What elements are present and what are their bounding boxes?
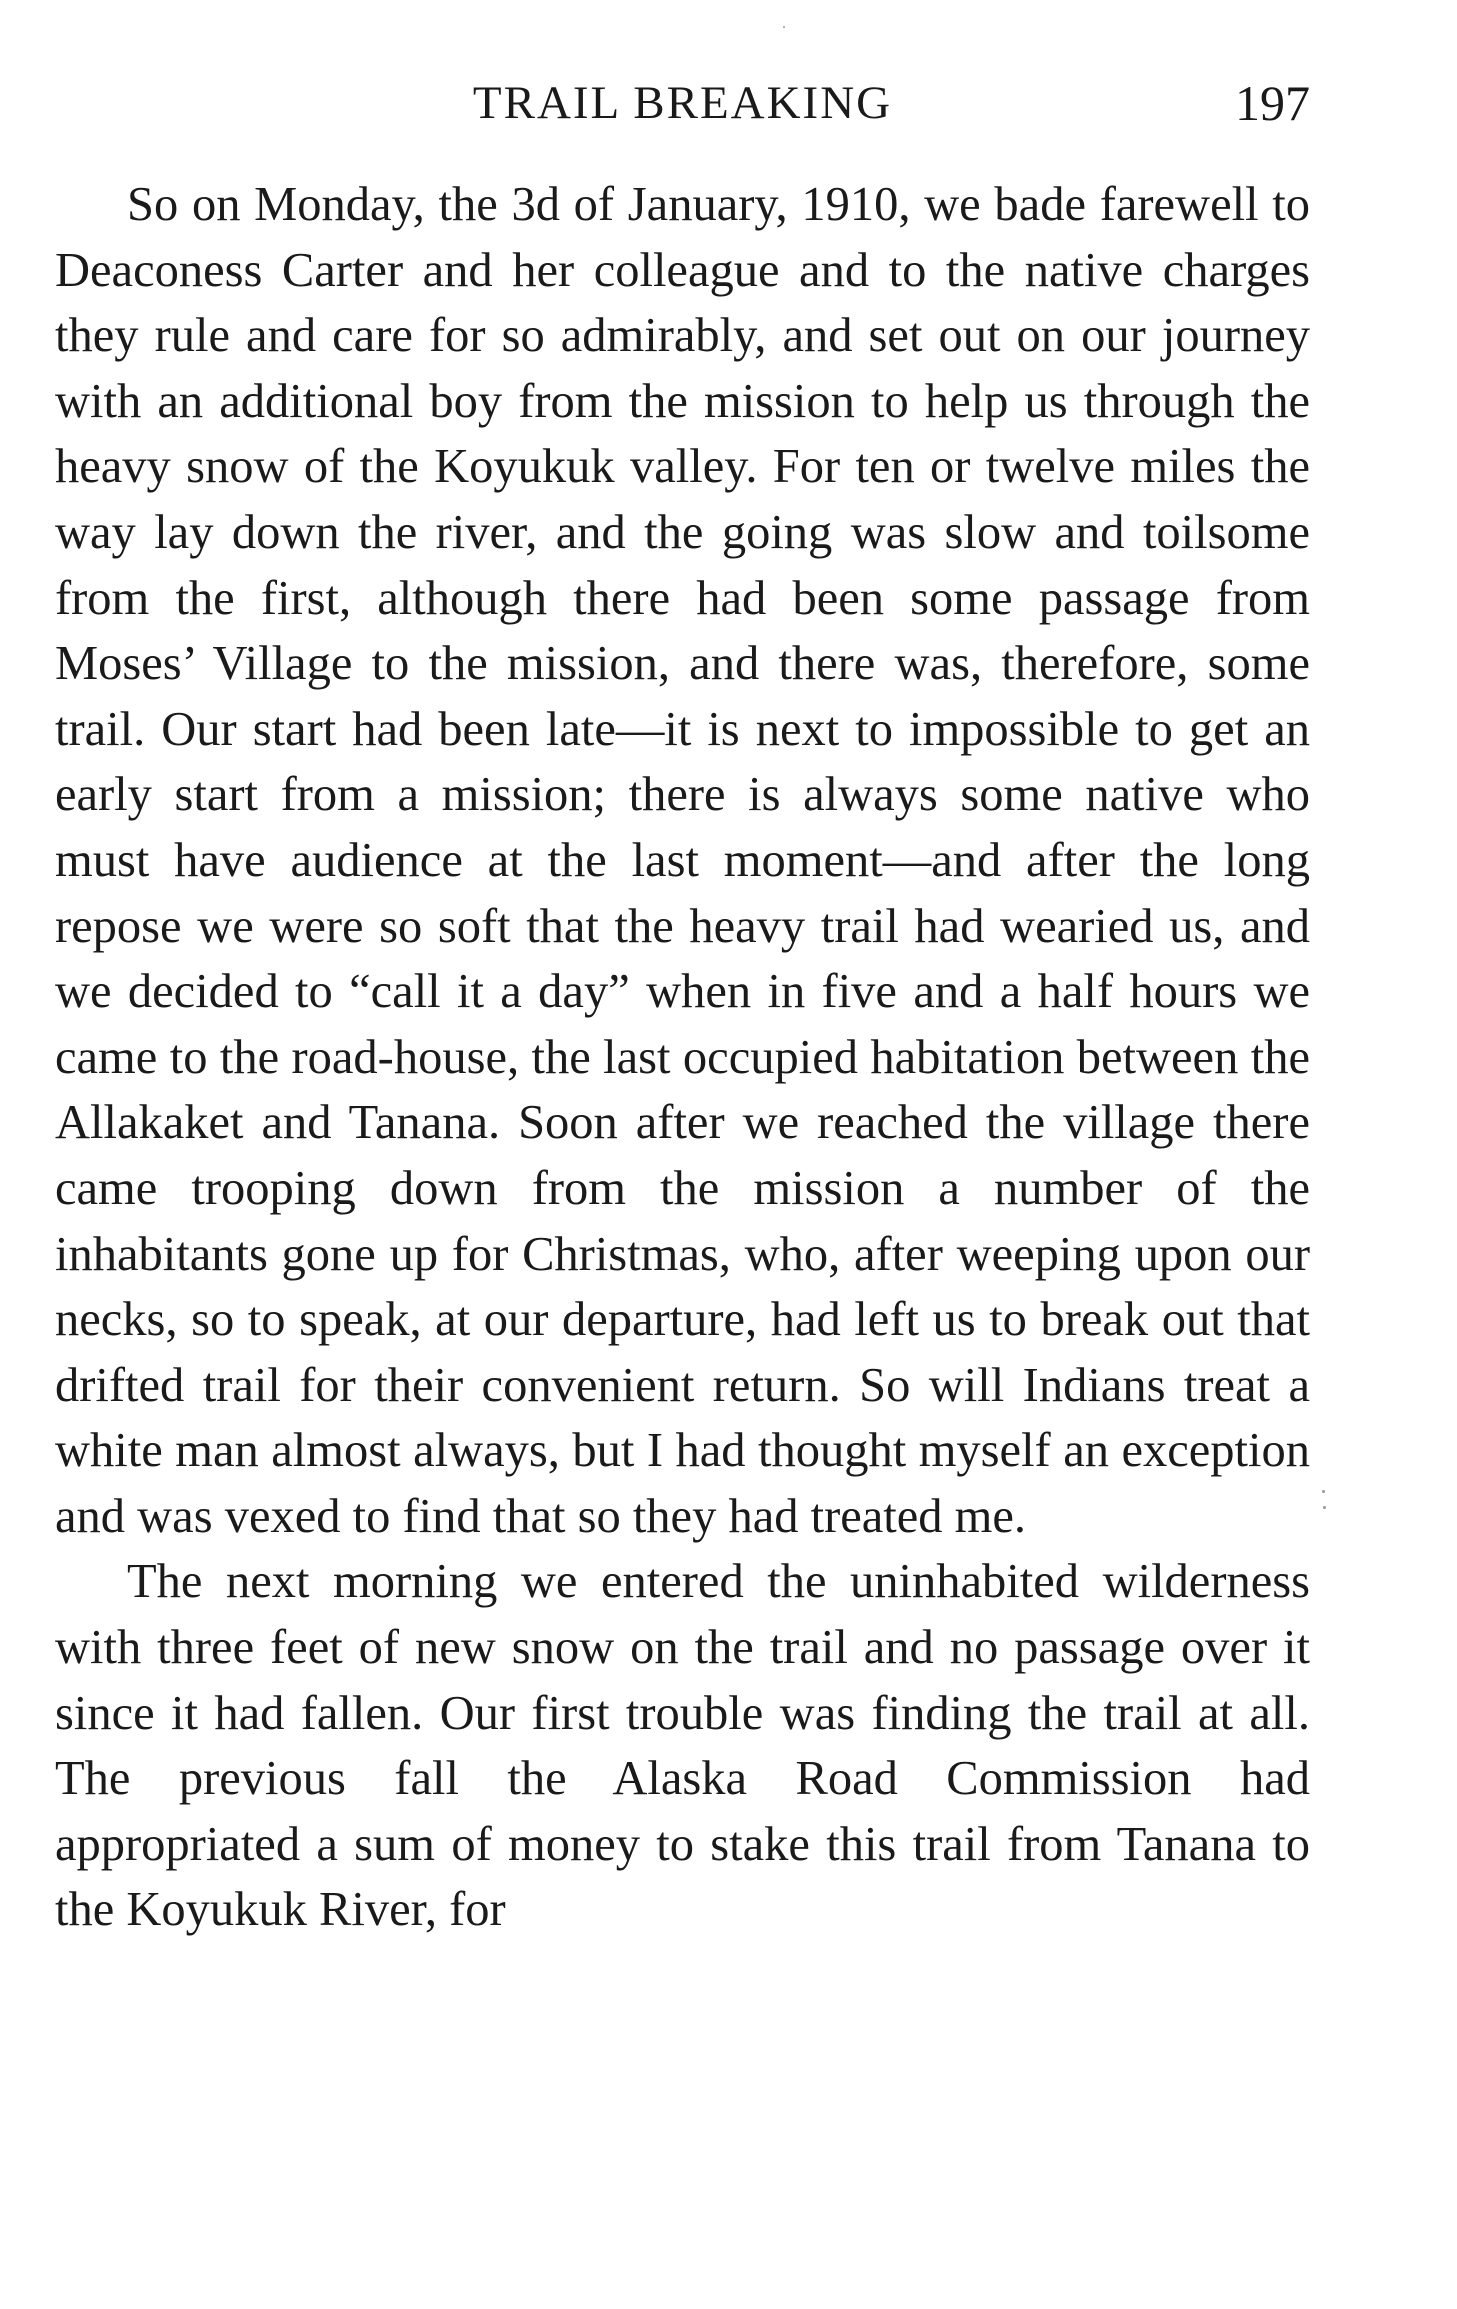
paper-speck bbox=[1322, 1490, 1325, 1493]
paragraph: The next morning we entered the uninhabited wilderness with three feet of new snow on the trail and no passage over it since it had fallen. Our first trouble was finding the trail at all. The previous fall the Alaska Road Commission had appropriated a sum of money to stake this trail from Tanana to the Koyukuk River, for bbox=[55, 1555, 1310, 1937]
paper-speck bbox=[1323, 1506, 1326, 1509]
page-number: 197 bbox=[1235, 75, 1310, 131]
paper-speck bbox=[783, 26, 785, 28]
body-text bbox=[55, 172, 1310, 1943]
running-title: TRAIL BREAKING bbox=[472, 77, 893, 129]
paragraph: So on Monday, the 3d of January, 1910, we bade farewell to Deaconess Carter and her colleague and to the native charges they rule and care for so admirably, and set out on our journey with an additional boy from the mission to help us through the heavy snow of the Koyukuk valley. For ten or twelve miles the way lay down the river, and the going was slow and toilsome from the first, although there had been some passage from Moses’ Village to the mission, and there was, therefore, some trail. Our start had been late—it is next to impossible to get an early start from a mission; there is always some native who must have audience at the last moment—and after the long repose we were so soft that the heavy trail had wearied us, and we decided to “call it a day” when in five and a half hours we came to the road-house, the last occupied habitation between the Allakaket and Tanana. Soon after we reached the village there came trooping down from the mission a number of the inhabitants gone up for Christmas, who, after weeping upon our necks, so to speak, at our departure, had left us to break out that drifted trail for their convenient return. So will Indians treat a white man almost always, but I had thought myself an exception and was vexed to find that so they had treated me. bbox=[55, 178, 1310, 1543]
page-header bbox=[55, 68, 1310, 138]
